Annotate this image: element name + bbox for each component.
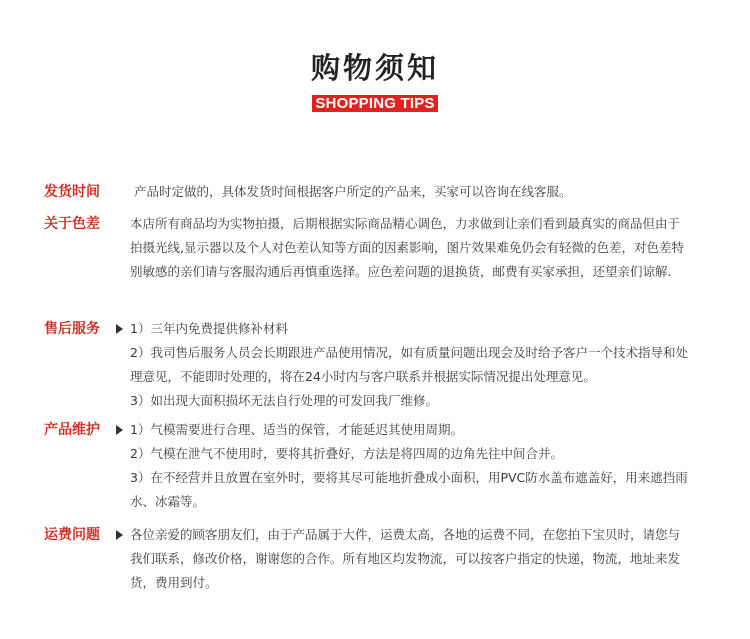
section-line: 3）在不经营并且放置在室外时，要将其尽可能地折叠成小面积，用PVC防水盖布遮盖好，用来遮挡雨水、冰霜等。 [130, 470, 688, 509]
page-subtitle: SHOPPING TIPS [312, 95, 437, 112]
section-body [130, 418, 690, 514]
section-line: 2）气模在泄气不使用时，要将其折叠好，方法是将四周的边角先往中间合并。 [130, 446, 563, 461]
section-label: 售后服务 [44, 321, 100, 337]
section-line: 1）三年内免费提供修补材料 [130, 321, 288, 336]
subtitle-wrap [0, 93, 750, 112]
section-label: 产品维护 [44, 422, 100, 438]
section-label: 运费问题 [44, 527, 100, 543]
section-body [134, 180, 694, 204]
section-text: 本店所有商品均为实物拍摄，后期根据实际商品精心调色，力求做到让亲们看到最真实的商品但由于拍摄光线,显示器以及个人对色差认知等方面的因素影响，图片效果难免仍会有轻微的色差，对色差特别敏感的亲们请与客服沟通后再慎重选择。应色差问题的退换货，邮费有买家承担，还望亲们谅解. [130, 216, 684, 279]
arrow-right-icon [116, 530, 123, 540]
section-body [130, 212, 690, 284]
section-text: 各位亲爱的顾客朋友们，由于产品属于大件，运费太高，各地的运费不同，在您拍下宝贝时，请您与我们联系，修改价格，谢谢您的合作。所有地区均发物流，可以按客户指定的快递，物流，地址来发货，费用到付。 [130, 527, 681, 590]
section-line: 2）我司售后服务人员会长期跟进产品使用情况，如有质量问题出现会及时给予客户一个技术指导和处理意见，不能即时处理的，将在24小时内与客户联系并根据实际情况提出处理意见。 [130, 345, 688, 384]
page-title: 购物须知 [310, 51, 439, 85]
section-label: 关于色差 [44, 216, 100, 232]
section-body [130, 523, 690, 595]
arrow-right-icon [116, 324, 123, 334]
arrow-right-icon [116, 425, 123, 435]
section-text: 产品时定做的，具体发货时间根据客户所定的产品来，买家可以咨询在线客服。 [134, 184, 572, 199]
section-body [130, 317, 690, 413]
section-label: 发货时间 [44, 184, 100, 200]
section-line: 1）气模需要进行合理、适当的保管，才能延迟其使用周期。 [130, 422, 463, 437]
section-line: 3）如出现大面积损坏无法自行处理的可发回我厂维修。 [130, 393, 438, 408]
